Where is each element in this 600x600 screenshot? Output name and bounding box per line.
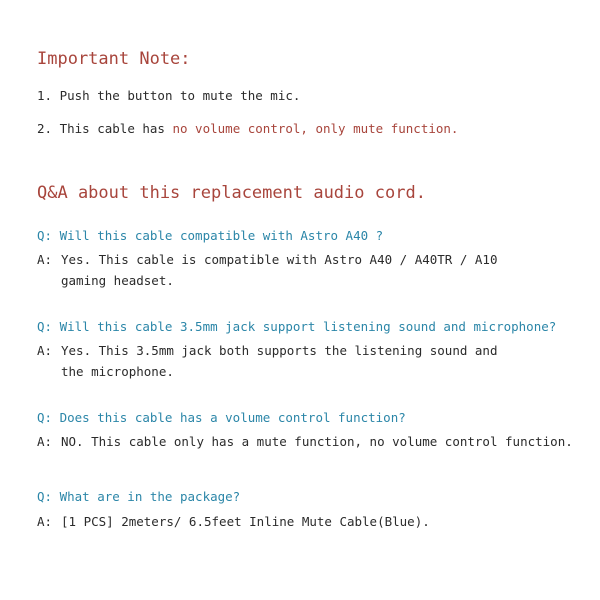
qa-answer-1 [37, 252, 498, 267]
qa-answer-1-continuation: gaming headset. [61, 273, 174, 288]
answer-prefix: A: [37, 514, 53, 529]
answer-text: NO. This cable only has a mute function, no volume control function. [61, 434, 573, 449]
qa-question-1: Q: Will this cable compatible with Astro A40 ? [37, 228, 384, 243]
qa-answer-3 [37, 434, 573, 449]
note-item-number: 1. [37, 88, 53, 103]
qa-title: Q&A about this replacement audio cord. [37, 183, 426, 203]
answer-text: Yes. This 3.5mm jack both supports the listening sound and [61, 343, 498, 358]
note-item-number: 2. [37, 121, 53, 136]
note-item-2 [37, 121, 458, 136]
note-item-text: Push the button to mute the mic. [59, 88, 301, 103]
qa-question-2: Q: Will this cable 3.5mm jack support listening sound and microphone? [37, 319, 557, 334]
answer-prefix: A: [37, 434, 53, 449]
note-item-highlight: no volume control, only mute function. [172, 121, 459, 136]
answer-text: [1 PCS] 2meters/ 6.5feet Inline Mute Cable(Blue). [61, 514, 430, 529]
important-note-title: Important Note: [37, 49, 191, 69]
answer-text: Yes. This cable is compatible with Astro A40 / A40TR / A10 [61, 252, 498, 267]
qa-answer-2 [37, 343, 498, 358]
qa-answer-2-continuation: the microphone. [61, 364, 174, 379]
answer-prefix: A: [37, 252, 53, 267]
qa-question-3: Q: Does this cable has a volume control function? [37, 410, 406, 425]
note-item-1 [37, 88, 300, 103]
answer-prefix: A: [37, 343, 53, 358]
qa-question-4: Q: What are in the package? [37, 489, 241, 504]
qa-answer-4 [37, 514, 430, 529]
note-item-text: This cable has [59, 121, 165, 136]
